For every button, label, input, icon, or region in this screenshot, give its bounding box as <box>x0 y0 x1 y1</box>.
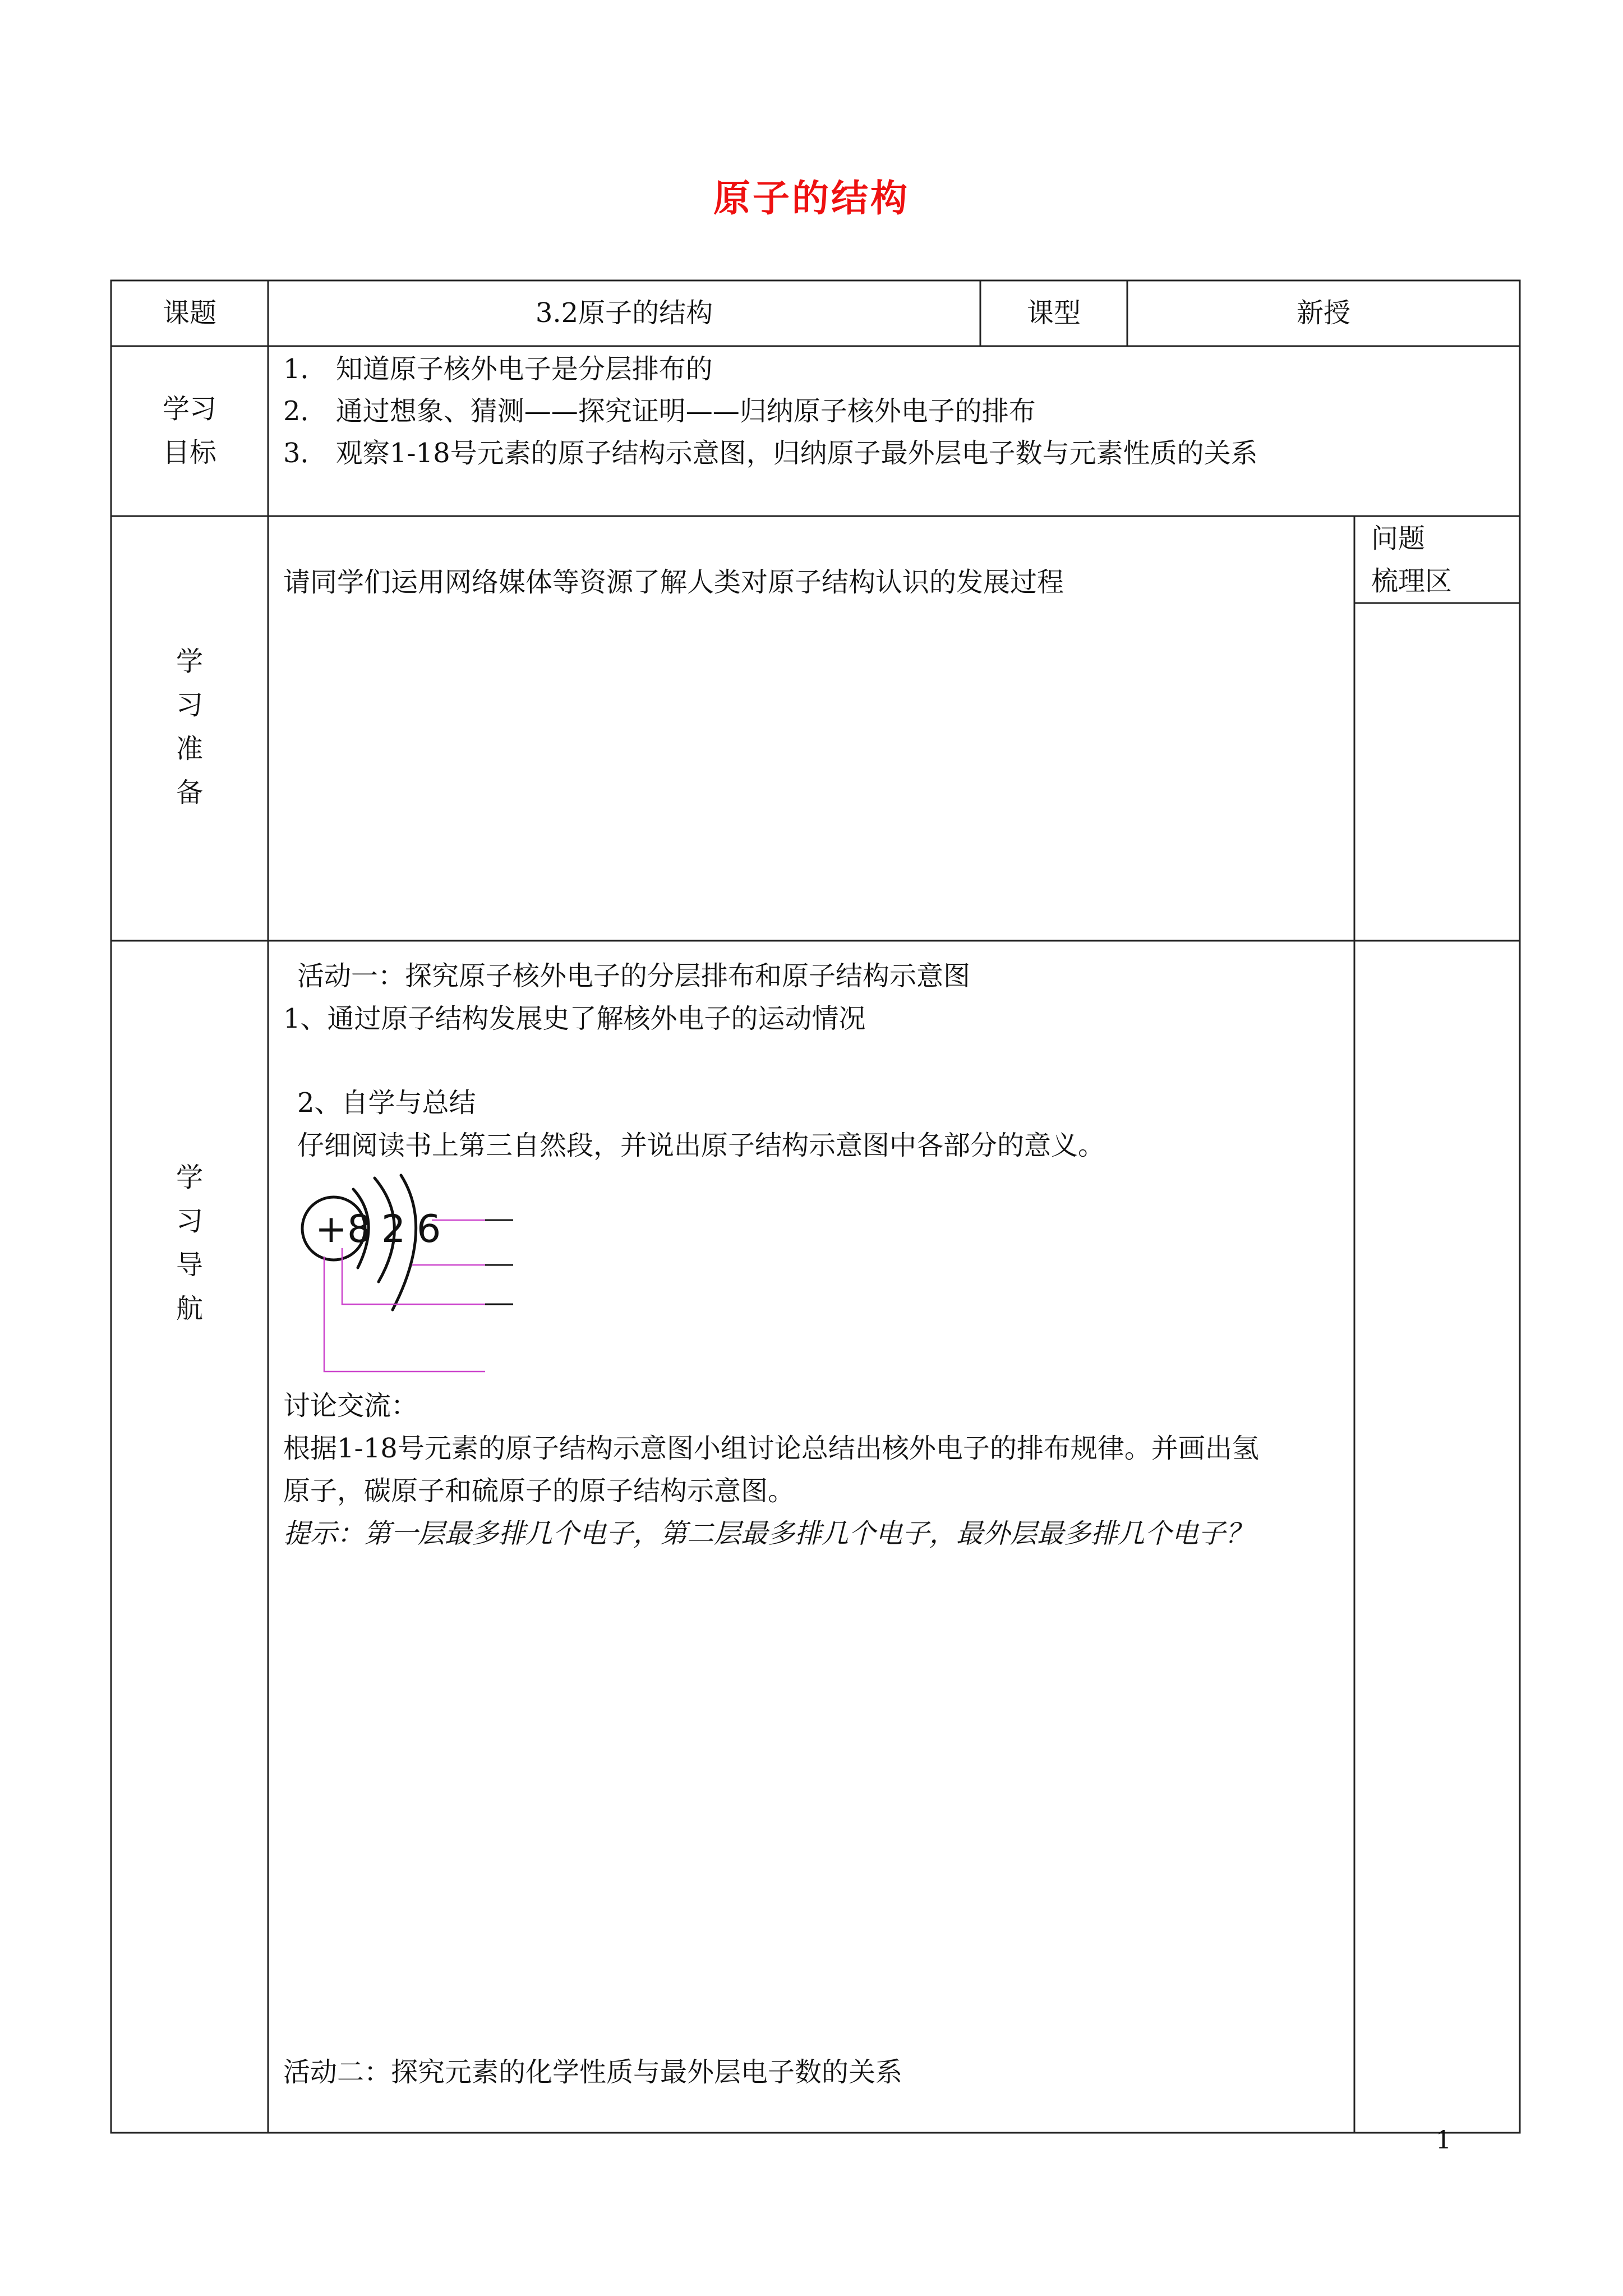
preparation-label-char-2: 习 <box>176 689 203 721</box>
side-label-line1: 问题 <box>1371 523 1426 554</box>
activity-2-title: 活动二：探究元素的化学性质与最外层电子数的关系 <box>283 2056 903 2088</box>
preparation-label-char-3: 准 <box>176 733 203 765</box>
guide-label-char-1: 学 <box>176 1162 203 1193</box>
discussion-title: 讨论交流： <box>283 1390 418 1421</box>
discussion-line-1: 根据1-18号元素的原子结构示意图小组讨论总结出核外电子的排布规律。并画出氢 <box>283 1433 1259 1464</box>
page-title: 原子的结构 <box>713 176 910 220</box>
type-value: 新授 <box>1296 297 1350 329</box>
type-label: 课型 <box>1026 297 1081 329</box>
page-number: 1 <box>1436 2126 1451 2155</box>
pointer-line-4 <box>324 1257 485 1372</box>
preparation-label <box>111 639 268 815</box>
guide-item-2: 2、自学与总结 <box>297 1087 476 1119</box>
guide-label-char-2: 习 <box>176 1205 203 1237</box>
shell-1-electrons: 2 <box>381 1207 406 1251</box>
hint-text: 提示：第一层最多排几个电子，第二层最多排几个电子，最外层最多排几个电子？ <box>283 1518 1253 1549</box>
guide-item-2-text: 仔细阅读书上第三自然段，并说出原子结构示意图中各部分的意义。 <box>297 1130 1105 1161</box>
guide-label-char-3: 导 <box>176 1249 203 1281</box>
preparation-label-char-4: 备 <box>176 777 203 808</box>
discussion-line-2: 原子，碳原子和硫原子的原子结构示意图。 <box>283 1475 795 1507</box>
guide-label-char-4: 航 <box>176 1293 203 1324</box>
objective-item-2: 2． 通过想象、猜测——探究证明——归纳原子核外电子的排布 <box>283 395 1036 427</box>
objectives-label-line2: 目标 <box>162 437 216 468</box>
objective-item-3: 3． 观察1-18号元素的原子结构示意图，归纳原子最外层电子数与元素性质的关系 <box>283 438 1258 469</box>
objective-item-1: 1． 知道原子核外电子是分层排布的 <box>283 353 713 385</box>
topic-value: 3.2原子的结构 <box>535 297 713 329</box>
objectives-label-line1: 学习 <box>162 393 216 425</box>
objectives-label <box>111 387 268 475</box>
activity-1-title: 活动一：探究原子核外电子的分层排布和原子结构示意图 <box>297 960 971 992</box>
side-label-line2: 梳理区 <box>1371 565 1453 597</box>
nucleus-charge: +8 <box>315 1207 372 1251</box>
atomic-structure-diagram <box>297 1172 533 1380</box>
preparation-text: 请同学们运用网络媒体等资源了解人类对原子结构认识的发展过程 <box>283 567 1064 598</box>
topic-label: 课题 <box>162 297 216 329</box>
guide-label <box>111 1156 268 1331</box>
shell-2-electrons: 6 <box>417 1207 441 1251</box>
preparation-label-char-1: 学 <box>176 646 203 677</box>
guide-item-1: 1、通过原子结构发展史了解核外电子的运动情况 <box>283 1003 866 1034</box>
